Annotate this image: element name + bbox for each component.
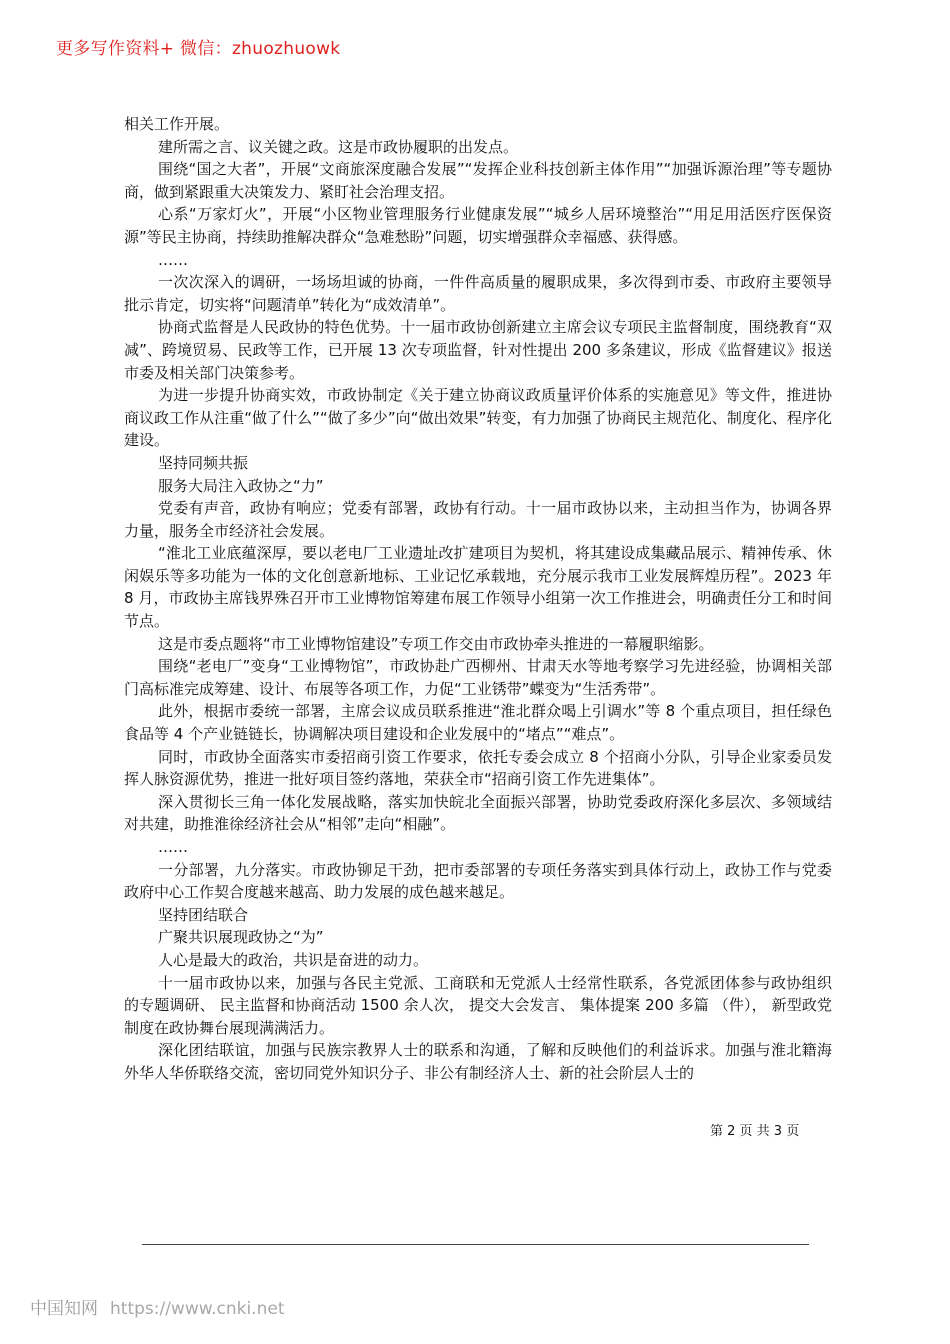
- paragraph: “淮北工业底蕴深厚，要以老电厂工业遗址改扩建项目为契机，将其建设成集藏品展示、精神传承、休闲娱乐等多功能为一体的文化创意新地标、工业记忆承载地，充分展示我市工业发展辉煌历程”。2023 年 8 月，市政协主席钱界殊召开市工业博物馆筹建布展工作领导小组第一次工作推进会，明确责任分工和时间节点。: [124, 544, 832, 631]
- paragraph: 建所需之言、议关键之政。这是市政协履职的出发点。: [158, 137, 519, 156]
- section-subheading: 服务大局注入政协之“力”: [158, 476, 324, 495]
- paragraph: 相关工作开展。: [124, 115, 230, 133]
- page-number: 第 2 页 共 3 页: [710, 1124, 800, 1139]
- footer-divider: [142, 1244, 809, 1245]
- paragraph: 深化团结联谊，加强与民族宗教界人士的联系和沟通，了解和反映他们的利益诉求。加强与淮北籍海外华人华侨联络交流，密切同党外知识分子、非公有制经济人士、新的社会阶层人士的: [124, 1041, 832, 1082]
- paragraph: 十一届市政协以来，加强与各民主党派、工商联和无党派人士经常性联系，各党派团体参与政协组织的专题调研、 民主监督和协商活动 1500 余人次， 提交大会发言、 集体提案 200 多篇 （件）， 新型政党制度在政协舞台展现满满活力。: [124, 973, 832, 1037]
- promo-header-text: 更多写作资料+ 微信：zhuozhuowk: [56, 39, 341, 59]
- document-body: [124, 113, 832, 1085]
- ellipsis-separator: ……: [158, 250, 188, 269]
- paragraph: 此外，根据市委统一部署，主席会议成员联系推进“淮北群众喝上引调水”等 8 个重点项目，担任绿色食品等 4 个产业链链长，协调解决项目建设和企业发展中的“堵点”“难点”。: [124, 702, 832, 744]
- watermark-site: https://www.cnki.net: [110, 1299, 285, 1319]
- paragraph: 协商式监督是人民政协的特色优势。十一届市政协创新建立主席会议专项民主监督制度，围绕教育“双减”、跨境贸易、民政等工作，已开展 13 次专项监督，针对性提出 200 多条建议，形成《监督建议》报送市委及相关部门决策参考。: [124, 318, 832, 382]
- ellipsis-separator: ……: [158, 838, 188, 856]
- paragraph: 围绕“国之大者”，开展“文商旅深度融合发展”“发挥企业科技创新主体作用”“加强诉源治理”等专题协商，做到紧跟重大决策发力、紧盯社会治理支招。: [124, 160, 832, 201]
- paragraph: 党委有声音，政协有响应；党委有部署，政协有行动。十一届市政协以来，主动担当作为，协调各界力量，服务全市经济社会发展。: [124, 499, 832, 540]
- watermark-brand: 中国知网: [30, 1299, 98, 1319]
- paragraph: 深入贯彻长三角一体化发展战略，落实加快皖北全面振兴部署，协助党委政府深化多层次、多领域结对共建，助推淮徐经济社会从“相邻”走向“相融”。: [124, 792, 832, 834]
- section-subheading: 广聚共识展现政协之“为”: [158, 928, 324, 947]
- section-heading: 坚持团结联合: [158, 905, 249, 924]
- paragraph: 一分部署，九分落实。市政协铆足干劲，把市委部署的专项任务落实到具体行动上，政协工作与党委政府中心工作契合度越来越高、助力发展的成色越来越足。: [124, 860, 832, 902]
- paragraph: 这是市委点题将“市工业博物馆建设”专项工作交由市政协牵头推进的一幕履职缩影。: [158, 634, 714, 653]
- section-heading: 坚持同频共振: [158, 453, 249, 472]
- cnki-watermark: [30, 1294, 284, 1319]
- paragraph: 同时，市政协全面落实市委招商引资工作要求，依托专委会成立 8 个招商小分队，引导企业家委员发挥人脉资源优势，推进一批好项目签约落地，荣获全市“招商引资工作先进集体”。: [124, 747, 832, 789]
- paragraph: 围绕“老电厂”变身“工业博物馆”，市政协赴广西柳州、甘肃天水等地考察学习先进经验，协调相关部门高标准完成筹建、设计、布展等各项工作，力促“工业锈带”蝶变为“生活秀带”。: [124, 657, 832, 698]
- paragraph: 人心是最大的政治，共识是奋进的动力。: [158, 950, 429, 969]
- paragraph: 一次次深入的调研，一场场坦诚的协商，一件件高质量的履职成果，多次得到市委、市政府主要领导批示肯定，切实将“问题清单”转化为“成效清单”。: [124, 273, 832, 314]
- paragraph: 为进一步提升协商实效，市政协制定《关于建立协商议政质量评价体系的实施意见》等文件，推进协商议政工作从注重“做了什么”“做了多少”向“做出效果”转变，有力加强了协商民主规范化、制度化、程序化建设。: [124, 386, 832, 450]
- paragraph: 心系“万家灯火”，开展“小区物业管理服务行业健康发展”“城乡人居环境整治”“用足用活医疗医保资源”等民主协商，持续助推解决群众“急难愁盼”问题，切实增强群众幸福感、获得感。: [124, 205, 832, 246]
